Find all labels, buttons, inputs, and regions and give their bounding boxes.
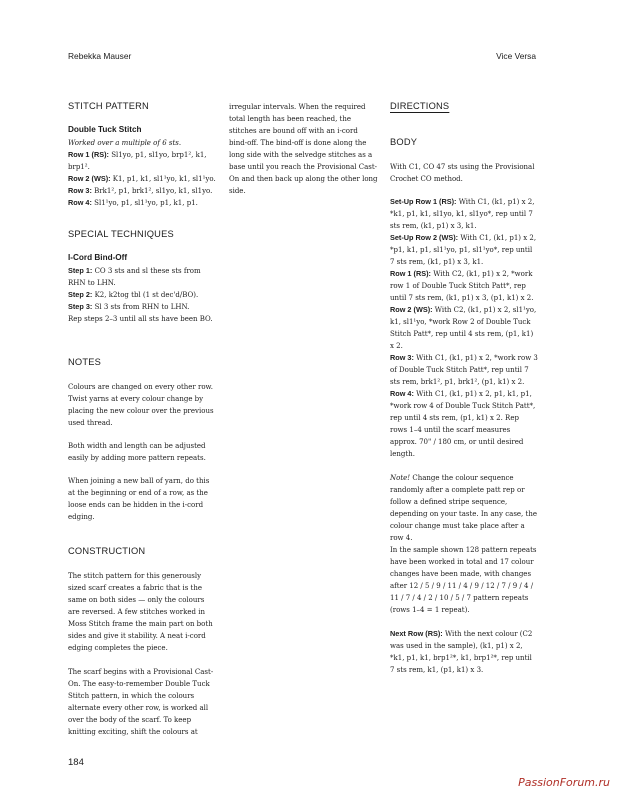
stitch-row-text: Sl1¹yo, p1, sl1¹yo, p1, k1, p1. bbox=[94, 199, 198, 207]
icord-subheading: I-Cord Bind-Off bbox=[68, 253, 128, 262]
technique-step bbox=[68, 289, 216, 301]
notes-paragraph: Both width and length can be adjusted easily by adding more pattern repeats. bbox=[68, 442, 206, 462]
technique-step-label: Step 2: bbox=[68, 290, 93, 299]
stitch-row bbox=[68, 149, 216, 173]
header-title: Vice Versa bbox=[496, 51, 536, 61]
stitch-row-label: Row 2 (WS): bbox=[68, 174, 111, 183]
direction-row bbox=[390, 232, 538, 268]
colour-note-text: Change the colour sequence randomly after a complete patt rep or follow a defined stripe sequence, depending on your taste. In any case, the colour change must take place after a row 4. bbox=[390, 474, 537, 542]
page-number: 184 bbox=[68, 757, 84, 768]
stitch-row bbox=[68, 173, 216, 185]
next-row bbox=[390, 628, 538, 676]
construction-paragraph-1: The stitch pattern for this generously sized scarf creates a fabric that is the same on both sides — only the colours are reversed. A few stitches worked in Moss Stitch frame the main part on both sides and give it stability. A neat i-cord edging completes the piece. bbox=[68, 572, 213, 652]
stitch-row bbox=[68, 197, 216, 209]
notes-heading: NOTES bbox=[68, 357, 102, 367]
header-author: Rebekka Mauser bbox=[68, 51, 132, 61]
direction-row bbox=[390, 388, 538, 460]
colour-note-label: Note! bbox=[390, 474, 411, 482]
technique-step bbox=[68, 265, 216, 289]
direction-row-text: With C1, (k1, p1) x 2, *k1, p1, k1, sl1yo, k1, sl1yo*, rep until 7 sts rem, (k1, p1) x 3, k1. bbox=[390, 198, 535, 230]
notes-paragraph: When joining a new ball of yarn, do this at the beginning or end of a row, as the loose ends can be hidden in the i-cord edging. bbox=[68, 477, 210, 521]
special-techniques-heading: SPECIAL TECHNIQUES bbox=[68, 229, 174, 239]
column-right bbox=[390, 101, 538, 676]
technique-step-text: Sl 3 sts from RHN to LHN. bbox=[94, 303, 190, 311]
column-left bbox=[68, 101, 216, 665]
direction-row-label: Set-Up Row 2 (WS): bbox=[390, 233, 459, 242]
body-heading: BODY bbox=[390, 137, 418, 147]
construction-paragraph-2-part1: The scarf begins with a Provisional Cast-On. The easy-to-remember Double Tuck Stitch pattern, in which the colours alternate every other row, is worked all over the body of the scarf. To keep knitting exciting, shift the colours at bbox=[68, 668, 214, 736]
next-row-text: With the next colour (C2 was used in the sample), (k1, p1) x 2, *k1, p1, k1, brp1²*, k1, brp1²*, rep until 7 sts rem, k1, (p1, k1) x 3. bbox=[390, 630, 533, 674]
next-row-label: Next Row (RS): bbox=[390, 629, 443, 638]
direction-row-label: Row 3: bbox=[390, 353, 414, 362]
direction-row-label: Row 1 (RS): bbox=[390, 269, 431, 278]
directions-heading: DIRECTIONS bbox=[390, 101, 450, 111]
construction-heading: CONSTRUCTION bbox=[68, 546, 146, 556]
direction-row bbox=[390, 268, 538, 304]
direction-row-text: With C1, (k1, p1) x 2, *work row 3 of Double Tuck Stitch Patt*, rep until 7 sts rem, brk1², p1, brk1², (p1, k1) x 2. bbox=[390, 354, 538, 386]
stitch-row-text: Sl1yo, p1, sl1yo, brp1², k1, brp1². bbox=[68, 151, 207, 171]
direction-row-text: With C2, (k1, p1) x 2, sl1¹yo, k1, sl1¹yo, *work Row 2 of Double Tuck Stitch Patt*, rep until 4 sts rem, (p1, k1) x 2. bbox=[390, 306, 537, 350]
stitch-row-label: Row 4: bbox=[68, 198, 92, 207]
stitch-row-label: Row 1 (RS): bbox=[68, 150, 109, 159]
direction-row bbox=[390, 304, 538, 352]
body-intro: With C1, CO 47 sts using the Provisional Crochet CO method. bbox=[390, 163, 535, 183]
stitch-row-text: K1, p1, k1, sl1¹yo, k1, sl1¹yo. bbox=[112, 175, 216, 183]
sample-text: In the sample shown 128 pattern repeats have been worked in total and 17 colour changes have been made, with changes after 12 / 5 / 9 / 11 / 4 / 9 / 12 / 7 / 9 / 4 / 11 / 7 / 4 / 2 / 10 / 5 / 7 pattern repeats (rows 1–4 = 1 repeat). bbox=[390, 546, 537, 614]
direction-row bbox=[390, 196, 538, 232]
technique-repeat: Rep steps 2–3 until all sts have been BO. bbox=[68, 315, 213, 323]
direction-row-text: With C2, (k1, p1) x 2, *work row 1 of Double Tuck Stitch Patt*, rep until 7 sts rem, (k1, p1) x 3, (p1, k1) x 2. bbox=[390, 270, 534, 302]
stitch-row-text: Brk1², p1, brk1², sl1yo, k1, sl1yo. bbox=[94, 187, 213, 195]
technique-step-text: K2, k2tog tbl (1 st dec'd/BO). bbox=[94, 291, 199, 299]
colour-note bbox=[390, 472, 538, 544]
direction-row-text: With C1, (k1, p1) x 2, *p1, k1, p1, sl1¹yo, p1, sl1¹yo*, rep until 7 sts rem, (k1, p1) x 3, k1. bbox=[390, 234, 537, 266]
direction-row-label: Set-Up Row 1 (RS): bbox=[390, 197, 457, 206]
construction-paragraph-2-start bbox=[68, 666, 216, 738]
stitch-pattern-heading: STITCH PATTERN bbox=[68, 101, 149, 111]
direction-row-label: Row 4: bbox=[390, 389, 414, 398]
stitch-row-label: Row 3: bbox=[68, 186, 92, 195]
technique-step bbox=[68, 301, 216, 313]
technique-step-label: Step 3: bbox=[68, 302, 93, 311]
direction-row-label: Row 2 (WS): bbox=[390, 305, 433, 314]
technique-step-label: Step 1: bbox=[68, 266, 93, 275]
technique-step-text: CO 3 sts and sl these sts from RHN to LHN. bbox=[68, 267, 201, 287]
direction-row bbox=[390, 352, 538, 388]
direction-row-text: With C1, (k1, p1) x 2, p1, k1, p1, *work row 4 of Double Tuck Stitch Patt*, rep until 4 sts rem, (p1, k1) x 2. Rep rows 1–4 until the scarf measures approx. 70" / 180 cm, or until desired length. bbox=[390, 390, 536, 458]
stitch-row bbox=[68, 185, 216, 197]
stitch-pattern-subheading: Double Tuck Stitch bbox=[68, 125, 142, 134]
watermark: PassionForum.ru bbox=[518, 776, 610, 789]
stitch-pattern-note: Worked over a multiple of 6 sts. bbox=[68, 139, 182, 147]
notes-paragraph: Colours are changed on every other row. Twist yarns at every colour change by placing the new colour over the previous used thread. bbox=[68, 383, 214, 427]
column-middle bbox=[229, 101, 378, 197]
construction-paragraph-2-part2: irregular intervals. When the required total length has been reached, the stitches are bound off with an i-cord bind-off. The bind-off is done along the long side with the selvedge stitches as a base until you reach the Provisional Cast-On and then back up along the other long side. bbox=[229, 103, 378, 195]
